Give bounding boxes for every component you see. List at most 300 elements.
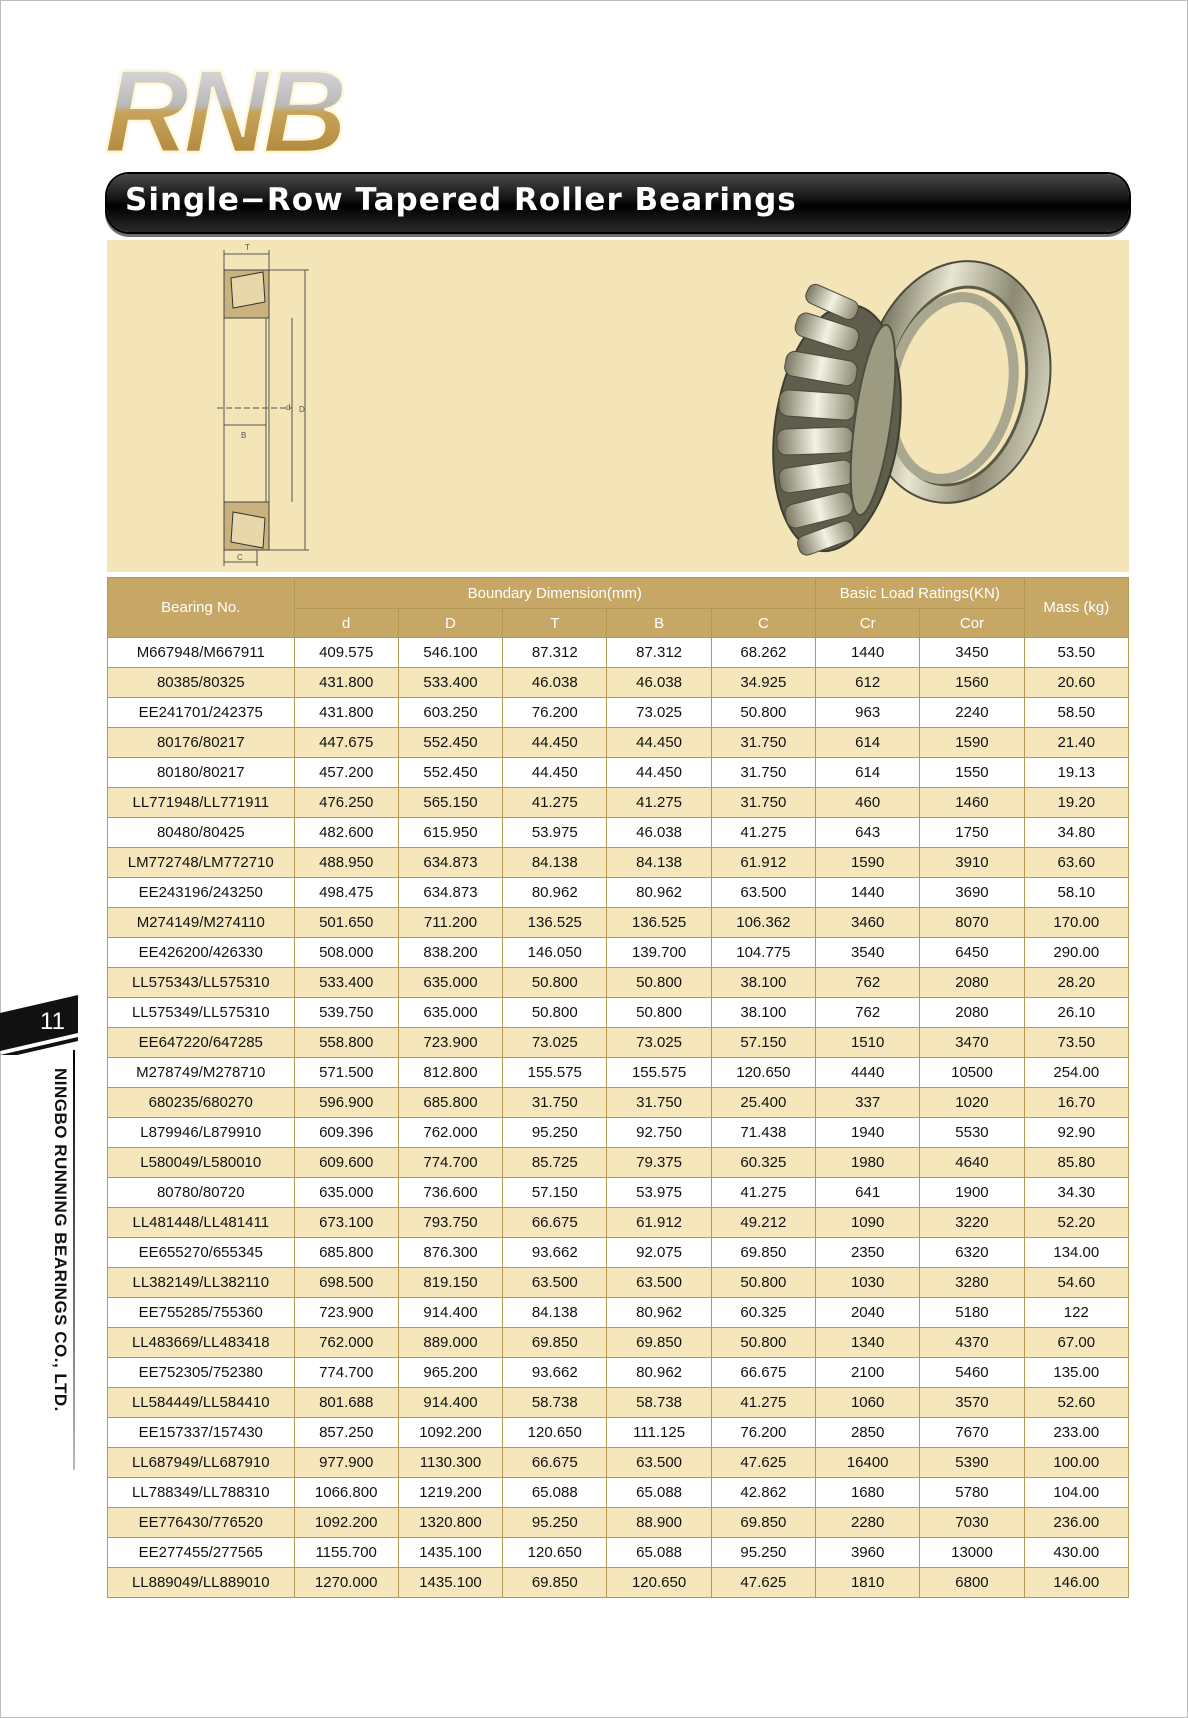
- table-cell: 63.500: [503, 1268, 607, 1298]
- table-row: [108, 818, 1129, 848]
- table-cell: 57.150: [711, 1028, 815, 1058]
- header-t: T: [503, 609, 607, 638]
- header-cr: Cr: [816, 609, 920, 638]
- table-cell: 3220: [920, 1208, 1024, 1238]
- bearing-number-cell: L879946/L879910: [108, 1118, 295, 1148]
- bearing-number-cell: EE157337/157430: [108, 1418, 295, 1448]
- table-cell: 762: [816, 998, 920, 1028]
- table-cell: 774.700: [294, 1358, 398, 1388]
- table-row: [108, 1358, 1129, 1388]
- table-cell: 61.912: [607, 1208, 711, 1238]
- bearing-number-cell: EE776430/776520: [108, 1508, 295, 1538]
- header-c: C: [711, 609, 815, 638]
- title-bar: [107, 174, 1129, 232]
- company-name: NINGBO RUNNING BEARINGS CO., LTD.: [51, 1068, 70, 1412]
- side-divider: [73, 1050, 75, 1470]
- table-cell: 1560: [920, 668, 1024, 698]
- table-cell: 16.70: [1024, 1088, 1128, 1118]
- table-cell: 60.325: [711, 1148, 815, 1178]
- bearing-number-cell: LL483669/LL483418: [108, 1328, 295, 1358]
- table-cell: 609.600: [294, 1148, 398, 1178]
- figure-panel: [107, 240, 1129, 572]
- table-cell: 92.075: [607, 1238, 711, 1268]
- table-cell: 61.912: [711, 848, 815, 878]
- table-cell: 19.20: [1024, 788, 1128, 818]
- bearing-number-cell: EE426200/426330: [108, 938, 295, 968]
- table-cell: 66.675: [711, 1358, 815, 1388]
- table-row: [108, 698, 1129, 728]
- bearing-number-cell: 80385/80325: [108, 668, 295, 698]
- bearing-number-cell: EE647220/647285: [108, 1028, 295, 1058]
- table-row: [108, 1568, 1129, 1598]
- table-row: [108, 1268, 1129, 1298]
- table-cell: 2350: [816, 1238, 920, 1268]
- table-cell: 3450: [920, 638, 1024, 668]
- table-cell: 774.700: [398, 1148, 502, 1178]
- table-cell: 65.088: [503, 1478, 607, 1508]
- table-cell: 1590: [816, 848, 920, 878]
- table-cell: 87.312: [607, 638, 711, 668]
- header-b: B: [607, 609, 711, 638]
- table-row: [108, 1418, 1129, 1448]
- table-cell: 643: [816, 818, 920, 848]
- table-cell: 50.800: [503, 998, 607, 1028]
- table-cell: 552.450: [398, 758, 502, 788]
- table-cell: 60.325: [711, 1298, 815, 1328]
- table-cell: 1060: [816, 1388, 920, 1418]
- table-cell: 508.000: [294, 938, 398, 968]
- table-cell: 635.000: [398, 968, 502, 998]
- table-cell: 38.100: [711, 998, 815, 1028]
- bearing-number-cell: LL575343/LL575310: [108, 968, 295, 998]
- table-cell: 409.575: [294, 638, 398, 668]
- table-cell: 2100: [816, 1358, 920, 1388]
- table-cell: 44.450: [607, 758, 711, 788]
- table-cell: 431.800: [294, 698, 398, 728]
- table-cell: 67.00: [1024, 1328, 1128, 1358]
- table-cell: 571.500: [294, 1058, 398, 1088]
- table-cell: 801.688: [294, 1388, 398, 1418]
- bearing-section-drawing: [217, 240, 347, 572]
- table-cell: 1092.200: [294, 1508, 398, 1538]
- table-row: [108, 1178, 1129, 1208]
- table-row: [108, 968, 1129, 998]
- table-cell: 552.450: [398, 728, 502, 758]
- table-cell: 50.800: [503, 968, 607, 998]
- table-cell: 53.975: [607, 1178, 711, 1208]
- table-cell: 793.750: [398, 1208, 502, 1238]
- table-cell: 41.275: [711, 1178, 815, 1208]
- table-cell: 120.650: [711, 1058, 815, 1088]
- table-row: [108, 1298, 1129, 1328]
- bearing-number-cell: M667948/M667911: [108, 638, 295, 668]
- table-cell: 1440: [816, 638, 920, 668]
- bearing-number-cell: M278749/M278710: [108, 1058, 295, 1088]
- table-cell: 139.700: [607, 938, 711, 968]
- table-cell: 539.750: [294, 998, 398, 1028]
- table-cell: 698.500: [294, 1268, 398, 1298]
- table-cell: 120.650: [503, 1418, 607, 1448]
- table-cell: 57.150: [503, 1178, 607, 1208]
- table-cell: 31.750: [607, 1088, 711, 1118]
- bearing-number-cell: EE755285/755360: [108, 1298, 295, 1328]
- table-cell: 136.525: [503, 908, 607, 938]
- table-cell: 2240: [920, 698, 1024, 728]
- table-cell: 10500: [920, 1058, 1024, 1088]
- table-cell: 914.400: [398, 1388, 502, 1418]
- table-cell: 58.738: [607, 1388, 711, 1418]
- table-cell: 42.862: [711, 1478, 815, 1508]
- table-cell: 447.675: [294, 728, 398, 758]
- header-d: d: [294, 609, 398, 638]
- bearing-number-cell: 80176/80217: [108, 728, 295, 758]
- table-cell: 457.200: [294, 758, 398, 788]
- table-cell: 5530: [920, 1118, 1024, 1148]
- table-cell: 3690: [920, 878, 1024, 908]
- table-cell: 69.850: [503, 1328, 607, 1358]
- table-cell: 3460: [816, 908, 920, 938]
- table-row: [108, 848, 1129, 878]
- table-cell: 609.396: [294, 1118, 398, 1148]
- table-row: [108, 1088, 1129, 1118]
- table-cell: 52.60: [1024, 1388, 1128, 1418]
- table-cell: 111.125: [607, 1418, 711, 1448]
- table-cell: 68.262: [711, 638, 815, 668]
- header-bearing-no: Bearing No.: [108, 578, 295, 638]
- table-row: [108, 1028, 1129, 1058]
- table-cell: 146.050: [503, 938, 607, 968]
- table-cell: 2080: [920, 968, 1024, 998]
- table-row: [108, 938, 1129, 968]
- table-cell: 41.275: [711, 818, 815, 848]
- table-cell: 634.873: [398, 878, 502, 908]
- table-cell: 914.400: [398, 1298, 502, 1328]
- bearing-number-cell: EE655270/655345: [108, 1238, 295, 1268]
- table-cell: 50.800: [711, 1328, 815, 1358]
- table-cell: 431.800: [294, 668, 398, 698]
- table-cell: 236.00: [1024, 1508, 1128, 1538]
- table-cell: 54.60: [1024, 1268, 1128, 1298]
- header-mass: Mass (kg): [1024, 578, 1128, 638]
- table-cell: 812.800: [398, 1058, 502, 1088]
- table-cell: 430.00: [1024, 1538, 1128, 1568]
- table-cell: 50.800: [711, 698, 815, 728]
- table-cell: 120.650: [503, 1538, 607, 1568]
- table-cell: 838.200: [398, 938, 502, 968]
- table-cell: 122: [1024, 1298, 1128, 1328]
- table-cell: 95.250: [711, 1538, 815, 1568]
- table-cell: 1130.300: [398, 1448, 502, 1478]
- table-row: [108, 1238, 1129, 1268]
- brand-logo: [104, 56, 394, 166]
- bearing-number-cell: LM772748/LM772710: [108, 848, 295, 878]
- table-cell: 49.212: [711, 1208, 815, 1238]
- table-cell: 685.800: [294, 1238, 398, 1268]
- table-cell: 965.200: [398, 1358, 502, 1388]
- table-cell: 533.400: [294, 968, 398, 998]
- table-cell: 1435.100: [398, 1568, 502, 1598]
- table-cell: 1440: [816, 878, 920, 908]
- table-cell: 533.400: [398, 668, 502, 698]
- bearing-spec-table: [107, 577, 1129, 1598]
- bearing-number-cell: 80180/80217: [108, 758, 295, 788]
- table-cell: 685.800: [398, 1088, 502, 1118]
- table-cell: 95.250: [503, 1508, 607, 1538]
- table-cell: 44.450: [607, 728, 711, 758]
- table-cell: 1066.800: [294, 1478, 398, 1508]
- table-cell: 614: [816, 758, 920, 788]
- table-cell: 76.200: [503, 698, 607, 728]
- table-cell: 290.00: [1024, 938, 1128, 968]
- table-cell: 85.80: [1024, 1148, 1128, 1178]
- table-cell: 1030: [816, 1268, 920, 1298]
- page-tab: [0, 995, 78, 1055]
- bearing-number-cell: EE243196/243250: [108, 878, 295, 908]
- table-cell: 254.00: [1024, 1058, 1128, 1088]
- table-cell: 488.950: [294, 848, 398, 878]
- table-cell: 69.850: [607, 1328, 711, 1358]
- table-cell: 34.925: [711, 668, 815, 698]
- bearing-number-cell: LL584449/LL584410: [108, 1388, 295, 1418]
- table-cell: 711.200: [398, 908, 502, 938]
- header-big-d: D: [398, 609, 502, 638]
- dim-label-d: d: [286, 403, 291, 412]
- table-cell: 1020: [920, 1088, 1024, 1118]
- table-cell: 52.20: [1024, 1208, 1128, 1238]
- table-cell: 889.000: [398, 1328, 502, 1358]
- table-cell: 25.400: [711, 1088, 815, 1118]
- table-cell: 34.80: [1024, 818, 1128, 848]
- table-cell: 26.10: [1024, 998, 1128, 1028]
- table-row: [108, 788, 1129, 818]
- table-cell: 5780: [920, 1478, 1024, 1508]
- table-cell: 3960: [816, 1538, 920, 1568]
- table-cell: 16400: [816, 1448, 920, 1478]
- table-cell: 84.138: [503, 848, 607, 878]
- table-cell: 80.962: [607, 1358, 711, 1388]
- table-row: [108, 908, 1129, 938]
- table-cell: 857.250: [294, 1418, 398, 1448]
- bearing-number-cell: LL771948/LL771911: [108, 788, 295, 818]
- table-cell: 7030: [920, 1508, 1024, 1538]
- table-row: [108, 758, 1129, 788]
- table-cell: 641: [816, 1178, 920, 1208]
- table-cell: 5180: [920, 1298, 1024, 1328]
- table-cell: 6800: [920, 1568, 1024, 1598]
- table-cell: 19.13: [1024, 758, 1128, 788]
- table-cell: 762: [816, 968, 920, 998]
- table-row: [108, 728, 1129, 758]
- bearing-number-cell: LL481448/LL481411: [108, 1208, 295, 1238]
- table-cell: 1550: [920, 758, 1024, 788]
- table-cell: 501.650: [294, 908, 398, 938]
- table-cell: 65.088: [607, 1538, 711, 1568]
- table-cell: 2080: [920, 998, 1024, 1028]
- table-cell: 73.50: [1024, 1028, 1128, 1058]
- table-cell: 596.900: [294, 1088, 398, 1118]
- table-cell: 106.362: [711, 908, 815, 938]
- table-cell: 565.150: [398, 788, 502, 818]
- table-cell: 546.100: [398, 638, 502, 668]
- table-cell: 63.500: [607, 1448, 711, 1478]
- table-cell: 1320.800: [398, 1508, 502, 1538]
- table-cell: 3470: [920, 1028, 1024, 1058]
- table-cell: 92.90: [1024, 1118, 1128, 1148]
- table-cell: 100.00: [1024, 1448, 1128, 1478]
- bearing-number-cell: EE752305/752380: [108, 1358, 295, 1388]
- table-cell: 723.900: [398, 1028, 502, 1058]
- table-cell: 6320: [920, 1238, 1024, 1268]
- table-cell: 47.625: [711, 1568, 815, 1598]
- table-cell: 1219.200: [398, 1478, 502, 1508]
- dim-label-big-d: D: [299, 405, 305, 414]
- table-cell: 1435.100: [398, 1538, 502, 1568]
- dim-label-t: T: [245, 243, 250, 252]
- table-cell: 93.662: [503, 1238, 607, 1268]
- table-cell: 63.60: [1024, 848, 1128, 878]
- table-cell: 1980: [816, 1148, 920, 1178]
- table-cell: 69.850: [503, 1568, 607, 1598]
- table-cell: 41.275: [711, 1388, 815, 1418]
- table-row: [108, 878, 1129, 908]
- table-cell: 84.138: [503, 1298, 607, 1328]
- table-cell: 50.800: [711, 1268, 815, 1298]
- table-cell: 66.675: [503, 1208, 607, 1238]
- table-cell: 20.60: [1024, 668, 1128, 698]
- table-cell: 50.800: [607, 998, 711, 1028]
- bearing-number-cell: LL687949/LL687910: [108, 1448, 295, 1478]
- table-cell: 1155.700: [294, 1538, 398, 1568]
- table-row: [108, 1148, 1129, 1178]
- header-boundary-dimension: Boundary Dimension(mm): [294, 578, 815, 609]
- table-body: [108, 638, 1129, 1598]
- table-cell: 31.750: [711, 728, 815, 758]
- table-cell: 120.650: [607, 1568, 711, 1598]
- table-cell: 80.962: [607, 1298, 711, 1328]
- table-cell: 1340: [816, 1328, 920, 1358]
- table-cell: 92.750: [607, 1118, 711, 1148]
- table-cell: 31.750: [711, 758, 815, 788]
- table-cell: 673.100: [294, 1208, 398, 1238]
- table-cell: 5390: [920, 1448, 1024, 1478]
- table-cell: 3910: [920, 848, 1024, 878]
- table-cell: 498.475: [294, 878, 398, 908]
- table-cell: 170.00: [1024, 908, 1128, 938]
- table-cell: 53.50: [1024, 638, 1128, 668]
- table-cell: 2040: [816, 1298, 920, 1328]
- table-cell: 63.500: [607, 1268, 711, 1298]
- table-cell: 79.375: [607, 1148, 711, 1178]
- table-cell: 1460: [920, 788, 1024, 818]
- logo-text: RNB: [104, 56, 342, 166]
- table-cell: 76.200: [711, 1418, 815, 1448]
- table-cell: 85.725: [503, 1148, 607, 1178]
- table-cell: 146.00: [1024, 1568, 1128, 1598]
- table-cell: 44.450: [503, 758, 607, 788]
- table-cell: 73.025: [607, 698, 711, 728]
- header-basic-load-ratings: Basic Load Ratings(KN): [816, 578, 1025, 609]
- table-cell: 4370: [920, 1328, 1024, 1358]
- bearing-number-cell: EE241701/242375: [108, 698, 295, 728]
- table-cell: 482.600: [294, 818, 398, 848]
- table-row: [108, 1118, 1129, 1148]
- table-cell: 612: [816, 668, 920, 698]
- table-cell: 635.000: [294, 1178, 398, 1208]
- bearing-number-cell: 80780/80720: [108, 1178, 295, 1208]
- table-cell: 1090: [816, 1208, 920, 1238]
- table-cell: 7670: [920, 1418, 1024, 1448]
- table-cell: 84.138: [607, 848, 711, 878]
- table-cell: 634.873: [398, 848, 502, 878]
- table-cell: 41.275: [503, 788, 607, 818]
- table-cell: 603.250: [398, 698, 502, 728]
- table-cell: 31.750: [711, 788, 815, 818]
- dim-label-c: C: [237, 553, 243, 562]
- table-cell: 104.00: [1024, 1478, 1128, 1508]
- table-cell: 58.10: [1024, 878, 1128, 908]
- table-cell: 460: [816, 788, 920, 818]
- table-cell: 3280: [920, 1268, 1024, 1298]
- bearing-number-cell: 80480/80425: [108, 818, 295, 848]
- table-cell: 1940: [816, 1118, 920, 1148]
- bearing-number-cell: EE277455/277565: [108, 1538, 295, 1568]
- bearing-number-cell: LL889049/LL889010: [108, 1568, 295, 1598]
- table-cell: 58.50: [1024, 698, 1128, 728]
- table-cell: 4440: [816, 1058, 920, 1088]
- table-cell: 41.275: [607, 788, 711, 818]
- bearing-number-cell: LL788349/LL788310: [108, 1478, 295, 1508]
- table-row: [108, 1328, 1129, 1358]
- table-cell: 233.00: [1024, 1418, 1128, 1448]
- table-cell: 134.00: [1024, 1238, 1128, 1268]
- table-row: [108, 1388, 1129, 1418]
- table-cell: 1810: [816, 1568, 920, 1598]
- table-cell: 58.738: [503, 1388, 607, 1418]
- table-cell: 337: [816, 1088, 920, 1118]
- table-row: [108, 668, 1129, 698]
- table-cell: 63.500: [711, 878, 815, 908]
- table-cell: 135.00: [1024, 1358, 1128, 1388]
- table-cell: 66.675: [503, 1448, 607, 1478]
- table-cell: 88.900: [607, 1508, 711, 1538]
- table-cell: 8070: [920, 908, 1024, 938]
- table-cell: 635.000: [398, 998, 502, 1028]
- table-cell: 615.950: [398, 818, 502, 848]
- table-row: [108, 1448, 1129, 1478]
- table-cell: 963: [816, 698, 920, 728]
- table-cell: 1510: [816, 1028, 920, 1058]
- page-title: Single−Row Tapered Roller Bearings: [125, 182, 797, 218]
- table-cell: 155.575: [607, 1058, 711, 1088]
- dim-label-b: B: [241, 431, 247, 440]
- table-cell: 38.100: [711, 968, 815, 998]
- table-row: [108, 1208, 1129, 1238]
- table-cell: 819.150: [398, 1268, 502, 1298]
- header-cor: Cor: [920, 609, 1024, 638]
- table-cell: 73.025: [607, 1028, 711, 1058]
- bearing-number-cell: L580049/L580010: [108, 1148, 295, 1178]
- table-cell: 46.038: [607, 818, 711, 848]
- table-cell: 21.40: [1024, 728, 1128, 758]
- table-cell: 476.250: [294, 788, 398, 818]
- table-cell: 69.850: [711, 1508, 815, 1538]
- table-cell: 5460: [920, 1358, 1024, 1388]
- table-cell: 80.962: [607, 878, 711, 908]
- table-cell: 95.250: [503, 1118, 607, 1148]
- table-cell: 73.025: [503, 1028, 607, 1058]
- table-cell: 736.600: [398, 1178, 502, 1208]
- table-row: [108, 1508, 1129, 1538]
